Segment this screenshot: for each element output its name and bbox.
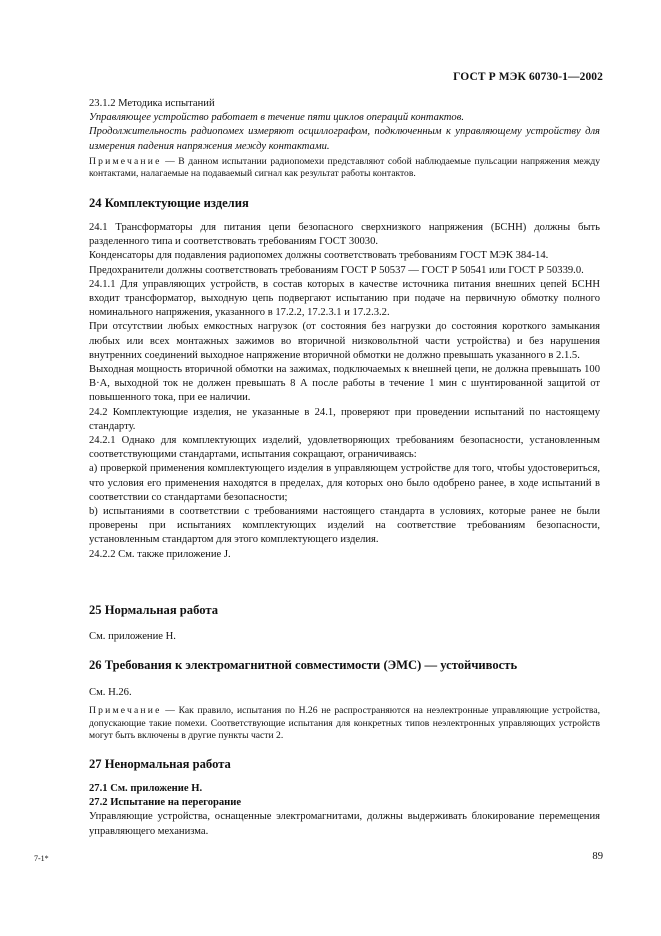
standard-number-header: ГОСТ Р МЭК 60730-1—2002	[453, 71, 603, 83]
note-label: Примечание	[89, 155, 162, 167]
paragraph: Конденсаторы для подавления радиопомех должны соответствовать требованиям ГОСТ МЭК 384-14.	[89, 250, 549, 262]
italic-paragraph-2: Продолжительность радиопомех измеряют осциллографом, подключенным к управляющему устройству для измерения падения напряжения между контактами.	[89, 126, 600, 152]
paragraph: При отсутствии любых емкостных нагрузок (от состояния без нагрузки до состояния короткого замыкания любых или всех монтажных зажимов во вторичной низковольтной части устройства) и без нарушения внутренних соединений выходное напряжение вторичной обмотки не должно превышать указанного в 2.1.5.	[89, 321, 600, 361]
section-24-body	[89, 221, 600, 562]
list-item: а) проверкой применения комплектующего изделия в управляющем устройстве для того, чтобы удостовериться, что условия его применения находятся в пределах, для которых оно было одобрено ранее, в ходе испытаний в соответствии со стандартами безопасности;	[89, 463, 600, 503]
subclause-heading: 27.1 См. приложение Н.	[89, 783, 203, 794]
section-heading: 24 Комплектующие изделия	[89, 196, 249, 210]
note-text: — Как правило, испытания по Н.26 не распространяются на неэлектронные управляющие устройства, допускающие такие помехи. Соответствующие испытания для конкретных типов неэлектронных управляющих устройств могут быть включены в другие пункты части 2.	[89, 705, 600, 742]
subclause-heading: 27.2 Испытание на перегорание	[89, 797, 242, 809]
paragraph: Выходная мощность вторичной обмотки на зажимах, подключаемых к внешней цепи, не должна превышать 100 В·А, выходной ток не должен превышать 8 А после работы в течение 1 мин с шунтированной защитой от повышенного тока, при ее наличии.	[89, 364, 600, 404]
paragraph: См. Н.26.	[89, 687, 132, 698]
clause-title: 23.1.2 Методика испытаний	[89, 98, 215, 109]
section-25	[89, 602, 600, 644]
paragraph: 24.2.2 См. также приложение J.	[89, 548, 231, 560]
footer-signature: 7-1*	[34, 854, 49, 863]
paragraph: 24.1.1 Для управляющих устройств, в состав которых в качестве источника питания внешних цепей БСНН входит трансформатор, выходную цепь подвергают испытанию при подаче на первичную обмотку полного номинального напряжения, указанного в 17.2.2, 17.2.3.1 и 17.2.3.2.	[89, 278, 600, 319]
paragraph: Управляющие устройства, оснащенные электромагнитами, должны выдерживать блокирование перемещения управляющего механизма.	[89, 811, 600, 837]
italic-paragraph-1: Управляющее устройство работает в течение пяти циклов операций контактов.	[89, 112, 464, 124]
note-paragraph	[89, 156, 600, 181]
note-label: Примечание	[89, 705, 162, 717]
section-23-1-2	[89, 97, 600, 181]
section-27	[89, 756, 600, 839]
section-heading: 26 Требования к электромагнитной совместимости (ЭМС) — устойчивость	[89, 658, 518, 672]
paragraph: 24.1 Трансформаторы для питания цепи безопасного сверхнизкого напряжения (БСНН) должны быть разделенного типа и соответствовать требованиям ГОСТ 30030.	[89, 222, 600, 248]
page-number: 89	[592, 851, 603, 862]
section-24	[89, 195, 600, 211]
section-heading: 25 Нормальная работа	[89, 603, 218, 617]
paragraph: См. приложение Н.	[89, 631, 176, 642]
paragraph: 24.2 Комплектующие изделия, не указанные в 24.1, проверяют при проведении испытаний по настоящему стандарту.	[89, 406, 600, 432]
paragraph: Предохранители должны соответствовать требованиям ГОСТ Р 50537 — ГОСТ Р 50541 или ГОСТ Р 50339.0.	[89, 264, 584, 276]
note-paragraph	[89, 705, 600, 742]
list-item: b) испытаниями в соответствии с требованиями настоящего стандарта в условиях, которые ранее не были проверены при испытаниях комплектующих изделий на соответствие требованиям безопасности, установленным стандартом для этого комплектующего изделия.	[89, 506, 600, 546]
section-26	[89, 657, 600, 742]
note-text: — В данном испытании радиопомехи представляют собой наблюдаемые пульсации напряжения между контактами, налагаемые на подаваемый сигнал как результат работы контактов.	[89, 155, 600, 180]
paragraph: 24.2.1 Однако для комплектующих изделий, удовлетворяющих требованиям безопасности, установленным соответствующими стандартами, испытания сокращают, ограничиваясь:	[89, 435, 600, 461]
section-heading: 27 Ненормальная работа	[89, 757, 231, 771]
